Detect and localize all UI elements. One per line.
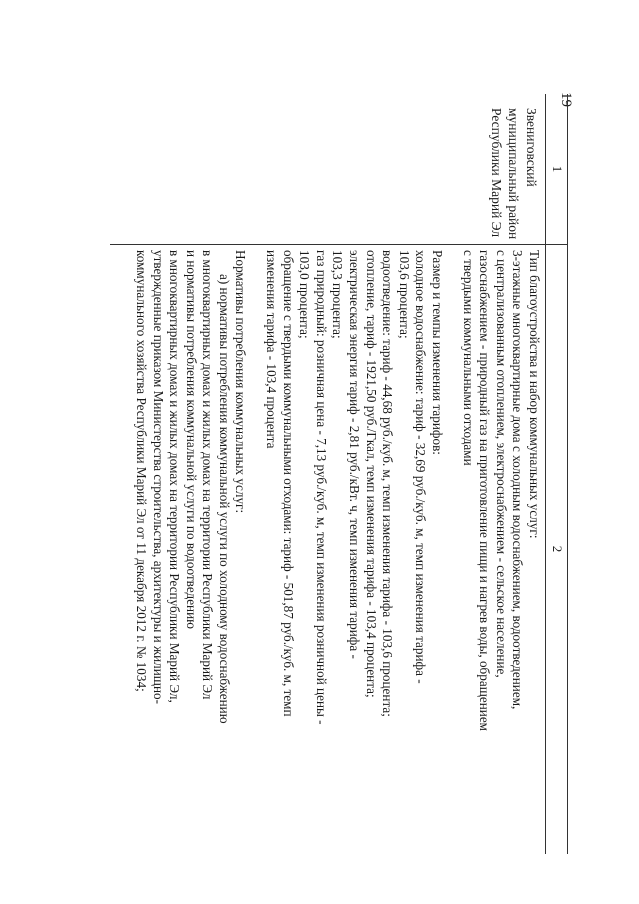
type-line: с твердыми коммунальными отходами — [460, 250, 476, 466]
norms-line: а) нормативы потребления коммунальной услуги по холодному водоснабжению — [216, 274, 232, 724]
table-header-rule — [545, 94, 546, 854]
tariff-line: отопление, тариф - 1921,50 руб./Гкал, темп изменения тарифа - 103,4 процента; — [363, 250, 379, 698]
norms-line: в многоквартирных домах и жилых домах на территории Республики Марий Эл, — [167, 250, 183, 703]
type-line: 3-этажные многоквартирные дома с холодным водоснабжением, водоотведением, — [510, 250, 526, 710]
norms-heading: Нормативы потребления коммунальных услуг: — [233, 250, 249, 514]
region-cell — [488, 108, 541, 238]
tariff-line: 103,0 процента; — [297, 250, 313, 339]
region-line: Звениговский — [524, 108, 539, 187]
tariff-line: холодное водоснабжение: тариф - 32,69 руб./куб. м, темп изменения тарифа - — [413, 250, 429, 684]
tariff-line: изменения тарифа - 103,4 процента — [264, 250, 280, 449]
type-heading: Тип благоустройства и набор коммунальных услуг: — [527, 250, 542, 539]
norms-line: в многоквартирных домах и жилых домах на территории Республики Марий Эл — [200, 250, 216, 700]
description-cell — [132, 250, 542, 846]
tariff-line: 103,6 процента; — [396, 250, 412, 339]
type-line: с централизованным отоплением, электроснабжением - сельское население, — [493, 250, 509, 678]
tariff-line: газ природный: розничная цена - 7,13 руб./куб. м, темп изменения розничной цены - — [313, 250, 329, 725]
norms-line: и нормативы потребления коммунальной услуги по водоотведению — [183, 250, 199, 630]
tariff-line: электрическая энергия тариф - 2,81 руб./кВт. ч, темп изменения тарифа - — [347, 250, 363, 659]
rotated-table — [110, 94, 568, 854]
type-line: газоснабжением - природный газ на приготовление пищи и нагрев воды, обращением — [477, 250, 493, 732]
region-line: Республики Марий Эл — [489, 108, 504, 238]
tariff-line: 103,3 процента; — [330, 250, 346, 339]
column-header-2: 2 — [550, 545, 565, 553]
norms-line: утвержденные приказом Министерства строительства, архитектуры и жилищно- — [150, 250, 166, 705]
column-header-1: 1 — [550, 165, 565, 173]
norms-line: коммунального хозяйства Республики Марий Эл от 11 декабря 2012 г. № 1034; — [133, 250, 149, 692]
tariff-line: водоотведение: тариф - 44,68 руб./куб. м, темп изменения тарифа - 103,6 процента; — [380, 250, 396, 717]
table-top-rule — [567, 94, 568, 854]
column-divider — [110, 244, 568, 245]
tariff-line: обращение с твердыми коммунальными отходами: тариф - 501,87 руб./куб. м, темп — [280, 250, 296, 717]
region-line: муниципальный район — [506, 108, 522, 240]
page-number: 19 — [558, 92, 574, 107]
tariff-heading: Размер и темпы изменения тарифов: — [430, 250, 446, 455]
